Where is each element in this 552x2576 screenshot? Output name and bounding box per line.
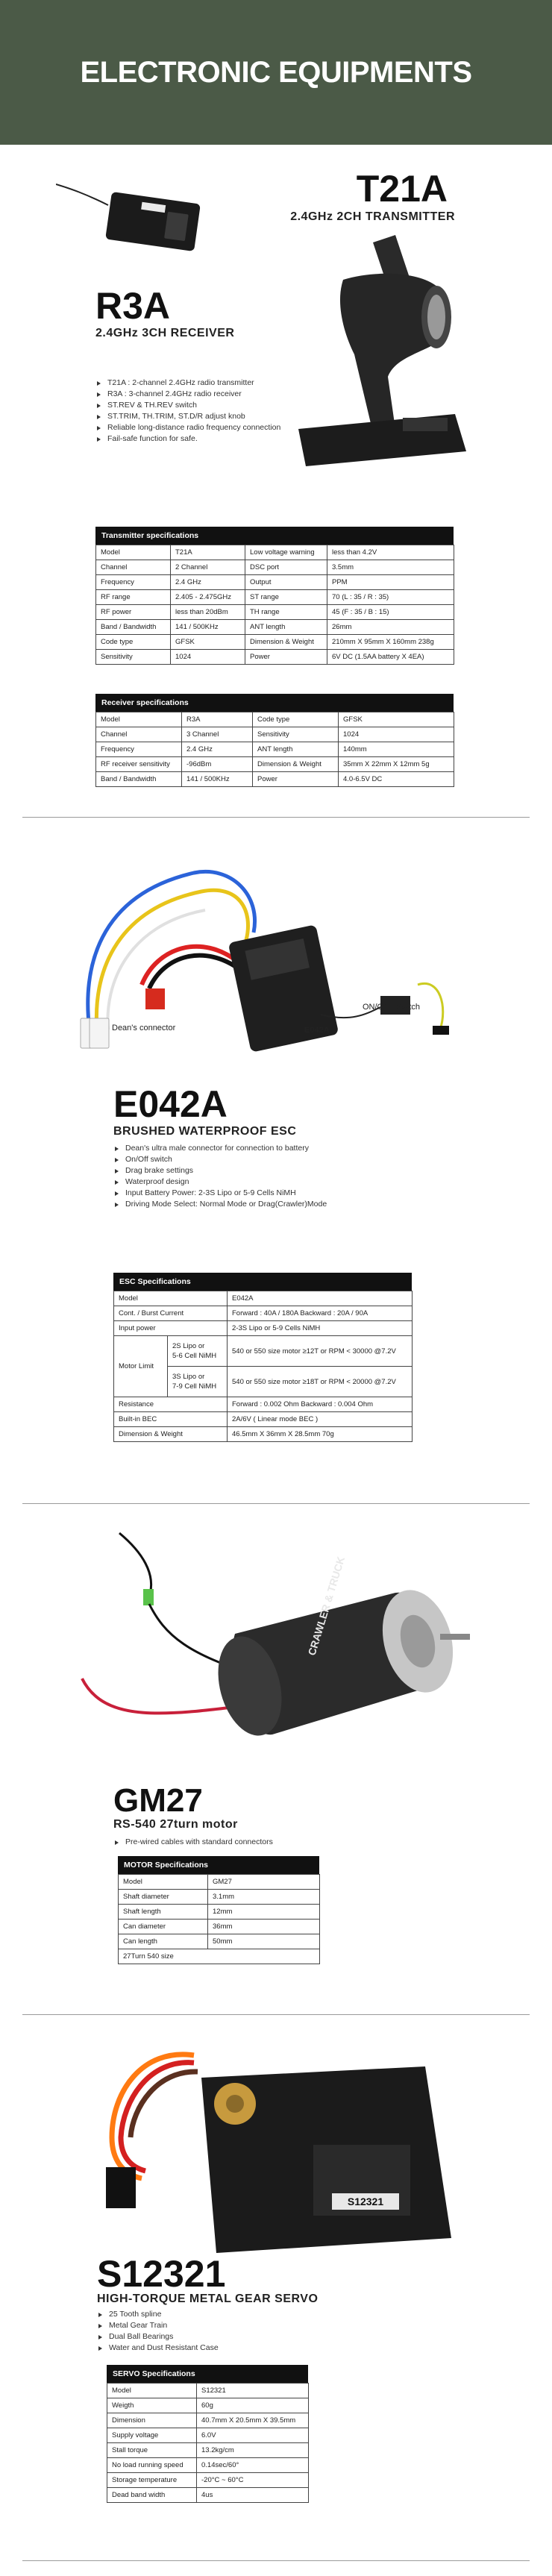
cell: Input power	[114, 1321, 228, 1336]
motor-spec-table	[118, 1856, 319, 1964]
table-cell: 2 Channel	[171, 560, 245, 575]
motor-subtitle: RS-540 27turn motor	[113, 1818, 238, 1831]
table-cell: Dimension	[107, 2413, 197, 2428]
table-cell: 1024	[171, 650, 245, 665]
table-cell: ANT length	[253, 742, 339, 757]
table-cell: Can length	[119, 1934, 208, 1949]
table-row	[119, 1905, 320, 1920]
table-cell: Model	[96, 545, 171, 560]
esc-image	[67, 850, 455, 1052]
table-row	[96, 575, 454, 590]
table-cell: 60g	[197, 2398, 309, 2413]
table-row	[107, 2398, 309, 2413]
motor-model: GM27	[113, 1782, 203, 1819]
cell: 3S Lipo or 7-9 Cell NiMH	[168, 1367, 228, 1397]
table-row	[96, 635, 454, 650]
table-cell: ANT length	[245, 620, 327, 635]
table-cell: RF range	[96, 590, 171, 605]
esc-subtitle: BRUSHED WATERPROOF ESC	[113, 1125, 297, 1138]
cell: 540 or 550 size motor ≥12T or RPM < 30000 @7.2V	[228, 1336, 413, 1367]
receiver-spec-table	[95, 694, 454, 787]
cell: Built-in BEC	[114, 1412, 228, 1427]
table-row	[119, 1920, 320, 1934]
table-cell: 141 / 500KHz	[171, 620, 245, 635]
table-cell: 141 / 500KHz	[182, 772, 253, 787]
table-cell: Channel	[96, 560, 171, 575]
table-row	[96, 772, 454, 787]
table-cell: Frequency	[96, 742, 182, 757]
table-cell: 36mm	[208, 1920, 320, 1934]
page-title: ELECTRONIC EQUIPMENTS	[80, 55, 472, 89]
table-row	[96, 590, 454, 605]
cell: Motor Limit	[114, 1336, 168, 1397]
servo-subtitle: HIGH-TORQUE METAL GEAR SERVO	[97, 2293, 319, 2305]
servo-model: S12321	[97, 2253, 226, 2295]
table-row	[114, 1336, 413, 1367]
table-cell: 13.2kg/cm	[197, 2443, 309, 2458]
table-cell: Dead band width	[107, 2488, 197, 2503]
table-cell: -96dBm	[182, 757, 253, 772]
table-cell: Output	[245, 575, 327, 590]
motor-image	[75, 1529, 477, 1776]
table-footer-cell: 27Turn 540 size	[119, 1949, 320, 1964]
table-cell: 35mm X 22mm X 12mm 5g	[339, 757, 454, 772]
table-row	[119, 1890, 320, 1905]
table-row	[107, 2428, 309, 2443]
cell: 2S Lipo or 5-6 Cell NiMH	[168, 1336, 228, 1367]
table-cell: 4us	[197, 2488, 309, 2503]
motor-features-list	[113, 1837, 273, 1848]
esc-callout: E042A	[304, 1026, 330, 1035]
cell: 46.5mm X 36mm X 28.5mm 70g	[228, 1427, 413, 1442]
table-cell: -20°C ~ 60°C	[197, 2473, 309, 2488]
receiver-subtitle: 2.4GHz 3CH RECEIVER	[95, 327, 235, 339]
table-cell: Model	[119, 1875, 208, 1890]
table-cell: 70 (L : 35 / R : 35)	[327, 590, 454, 605]
table-cell: GFSK	[339, 712, 454, 727]
cell: 2-3S Lipo or 5-9 Cells NiMH	[228, 1321, 413, 1336]
table-cell: 12mm	[208, 1905, 320, 1920]
table-cell: 50mm	[208, 1934, 320, 1949]
table-cell: Dimension & Weight	[253, 757, 339, 772]
table-cell: Frequency	[96, 575, 171, 590]
table-cell: Weigth	[107, 2398, 197, 2413]
table-cell: Code type	[253, 712, 339, 727]
table-cell: 1024	[339, 727, 454, 742]
radio-features-list	[95, 377, 280, 445]
table-title: Receiver specifications	[95, 694, 454, 712]
table-cell: S12321	[197, 2384, 309, 2398]
table-cell: ST range	[245, 590, 327, 605]
table-cell: Dimension & Weight	[245, 635, 327, 650]
list-item: Reliable long-distance radio frequency connection	[95, 422, 280, 433]
list-item: Dean's ultra male connector for connection to battery	[113, 1143, 327, 1154]
list-item: ST.REV & TH.REV switch	[95, 400, 280, 411]
table-cell: Model	[96, 712, 182, 727]
switch-callout: ON/OFF Switch	[363, 1003, 421, 1012]
table-cell: 2.4 GHz	[182, 742, 253, 757]
table-row	[107, 2413, 309, 2428]
list-item: ST.TRIM, TH.TRIM, ST.D/R adjust knob	[95, 411, 280, 422]
cell: Dimension & Weight	[114, 1427, 228, 1442]
table-cell: less than 4.2V	[327, 545, 454, 560]
cell: 2A/6V ( Linear mode BEC )	[228, 1412, 413, 1427]
table-cell: 3.1mm	[208, 1890, 320, 1905]
table-cell: 6V DC (1.5AA battery X 4EA)	[327, 650, 454, 665]
table-title: MOTOR Specifications	[118, 1856, 319, 1874]
table-row	[96, 712, 454, 727]
table-cell: Stall torque	[107, 2443, 197, 2458]
table-cell: 3 Channel	[182, 727, 253, 742]
servo-spec-table	[107, 2365, 308, 2503]
table-cell: 2.405 - 2.475GHz	[171, 590, 245, 605]
table-cell: DSC port	[245, 560, 327, 575]
table-row	[96, 650, 454, 665]
table-row	[114, 1412, 413, 1427]
table-cell: Supply voltage	[107, 2428, 197, 2443]
receiver-model: R3A	[95, 285, 171, 327]
table-row	[114, 1397, 413, 1412]
list-item: R3A : 3-channel 2.4GHz radio receiver	[95, 389, 280, 400]
table-cell: PPM	[327, 575, 454, 590]
list-item: Water and Dust Resistant Case	[97, 2342, 219, 2354]
table-cell: RF power	[96, 605, 171, 620]
table-cell: GM27	[208, 1875, 320, 1890]
table-cell: Power	[253, 772, 339, 787]
list-item: 25 Tooth spline	[97, 2309, 219, 2320]
table-row	[114, 1427, 413, 1442]
table-cell: Shaft length	[119, 1905, 208, 1920]
list-item: Pre-wired cables with standard connectors	[113, 1837, 273, 1848]
table-cell: Band / Bandwidth	[96, 772, 182, 787]
list-item: Metal Gear Train	[97, 2320, 219, 2331]
servo-image	[90, 2033, 462, 2260]
table-row	[107, 2473, 309, 2488]
table-row	[114, 1306, 413, 1321]
table-cell: 40.7mm X 20.5mm X 39.5mm	[197, 2413, 309, 2428]
table-row	[96, 605, 454, 620]
table-cell: 4.0-6.5V DC	[339, 772, 454, 787]
servo-features-list	[97, 2309, 219, 2354]
esc-model: E042A	[113, 1083, 228, 1125]
table-row	[96, 742, 454, 757]
transmitter-subtitle: 2.4GHz 2CH TRANSMITTER	[290, 210, 455, 223]
cell: Cont. / Burst Current	[114, 1306, 228, 1321]
esc-spec-table	[113, 1273, 412, 1442]
list-item: T21A : 2-channel 2.4GHz radio transmitter	[95, 377, 280, 389]
list-item: Driving Mode Select: Normal Mode or Drag(Crawler)Mode	[113, 1199, 327, 1210]
table-cell: Power	[245, 650, 327, 665]
transmitter-image	[283, 228, 477, 481]
table-cell: Sensitivity	[253, 727, 339, 742]
table-cell: TH range	[245, 605, 327, 620]
table-cell: RF receiver sensitivity	[96, 757, 182, 772]
table-cell: 45 (F : 35 / B : 15)	[327, 605, 454, 620]
table-row	[96, 757, 454, 772]
table-cell: Code type	[96, 635, 171, 650]
table-title: Transmitter specifications	[95, 527, 454, 545]
table-title: ESC Specifications	[113, 1273, 412, 1291]
table-row	[107, 2443, 309, 2458]
list-item: Dual Ball Bearings	[97, 2331, 219, 2342]
cell: E042A	[228, 1291, 413, 1306]
cell: Forward : 0.002 Ohm Backward : 0.004 Ohm	[228, 1397, 413, 1412]
table-row	[107, 2488, 309, 2503]
table-footer-row	[119, 1949, 320, 1964]
table-row	[114, 1291, 413, 1306]
table-cell: 3.5mm	[327, 560, 454, 575]
table-cell: 26mm	[327, 620, 454, 635]
section-divider	[22, 817, 530, 818]
section-divider	[22, 2560, 530, 2561]
table-cell: Shaft diameter	[119, 1890, 208, 1905]
table-cell: less than 20dBm	[171, 605, 245, 620]
table-row	[96, 620, 454, 635]
table-row	[107, 2458, 309, 2473]
table-cell: Model	[107, 2384, 197, 2398]
table-title: SERVO Specifications	[107, 2365, 308, 2383]
cell: Resistance	[114, 1397, 228, 1412]
table-cell: 0.14sec/60°	[197, 2458, 309, 2473]
table-cell: 6.0V	[197, 2428, 309, 2443]
list-item: Fail-safe function for safe.	[95, 433, 280, 445]
table-row	[119, 1875, 320, 1890]
table-row	[96, 545, 454, 560]
transmitter-model: T21A	[356, 168, 448, 210]
cell: Model	[114, 1291, 228, 1306]
servo-label-text: S12321	[347, 2196, 384, 2207]
table-cell: 140mm	[339, 742, 454, 757]
table-row	[114, 1321, 413, 1336]
motor-label-text: CRAWLER & TRUCK	[305, 1555, 348, 1657]
table-row	[96, 727, 454, 742]
table-cell: 2.4 GHz	[171, 575, 245, 590]
table-row	[96, 560, 454, 575]
list-item: Input Battery Power: 2-3S Lipo or 5-9 Cells NiMH	[113, 1188, 327, 1199]
table-row	[119, 1934, 320, 1949]
table-cell: Sensitivity	[96, 650, 171, 665]
receiver-image	[56, 175, 242, 265]
cell: 540 or 550 size motor ≥18T or RPM < 20000 @7.2V	[228, 1367, 413, 1397]
esc-features-list	[113, 1143, 327, 1210]
table-cell: Band / Bandwidth	[96, 620, 171, 635]
list-item: On/Off switch	[113, 1154, 327, 1165]
table-cell: 210mm X 95mm X 160mm 238g	[327, 635, 454, 650]
table-cell: GFSK	[171, 635, 245, 650]
table-cell: R3A	[182, 712, 253, 727]
list-item: Drag brake settings	[113, 1165, 327, 1176]
table-cell: Low voltage warning	[245, 545, 327, 560]
table-row	[107, 2384, 309, 2398]
table-cell: No load running speed	[107, 2458, 197, 2473]
deans-connector-callout: Dean's connector	[112, 1024, 176, 1032]
section-divider	[22, 1503, 530, 1504]
section-divider	[22, 2014, 530, 2015]
table-cell: Storage temperature	[107, 2473, 197, 2488]
table-cell: Can diameter	[119, 1920, 208, 1934]
table-cell: T21A	[171, 545, 245, 560]
table-cell: Channel	[96, 727, 182, 742]
list-item: Waterproof design	[113, 1176, 327, 1188]
cell: Forward : 40A / 180A Backward : 20A / 90A	[228, 1306, 413, 1321]
transmitter-spec-table	[95, 527, 454, 665]
